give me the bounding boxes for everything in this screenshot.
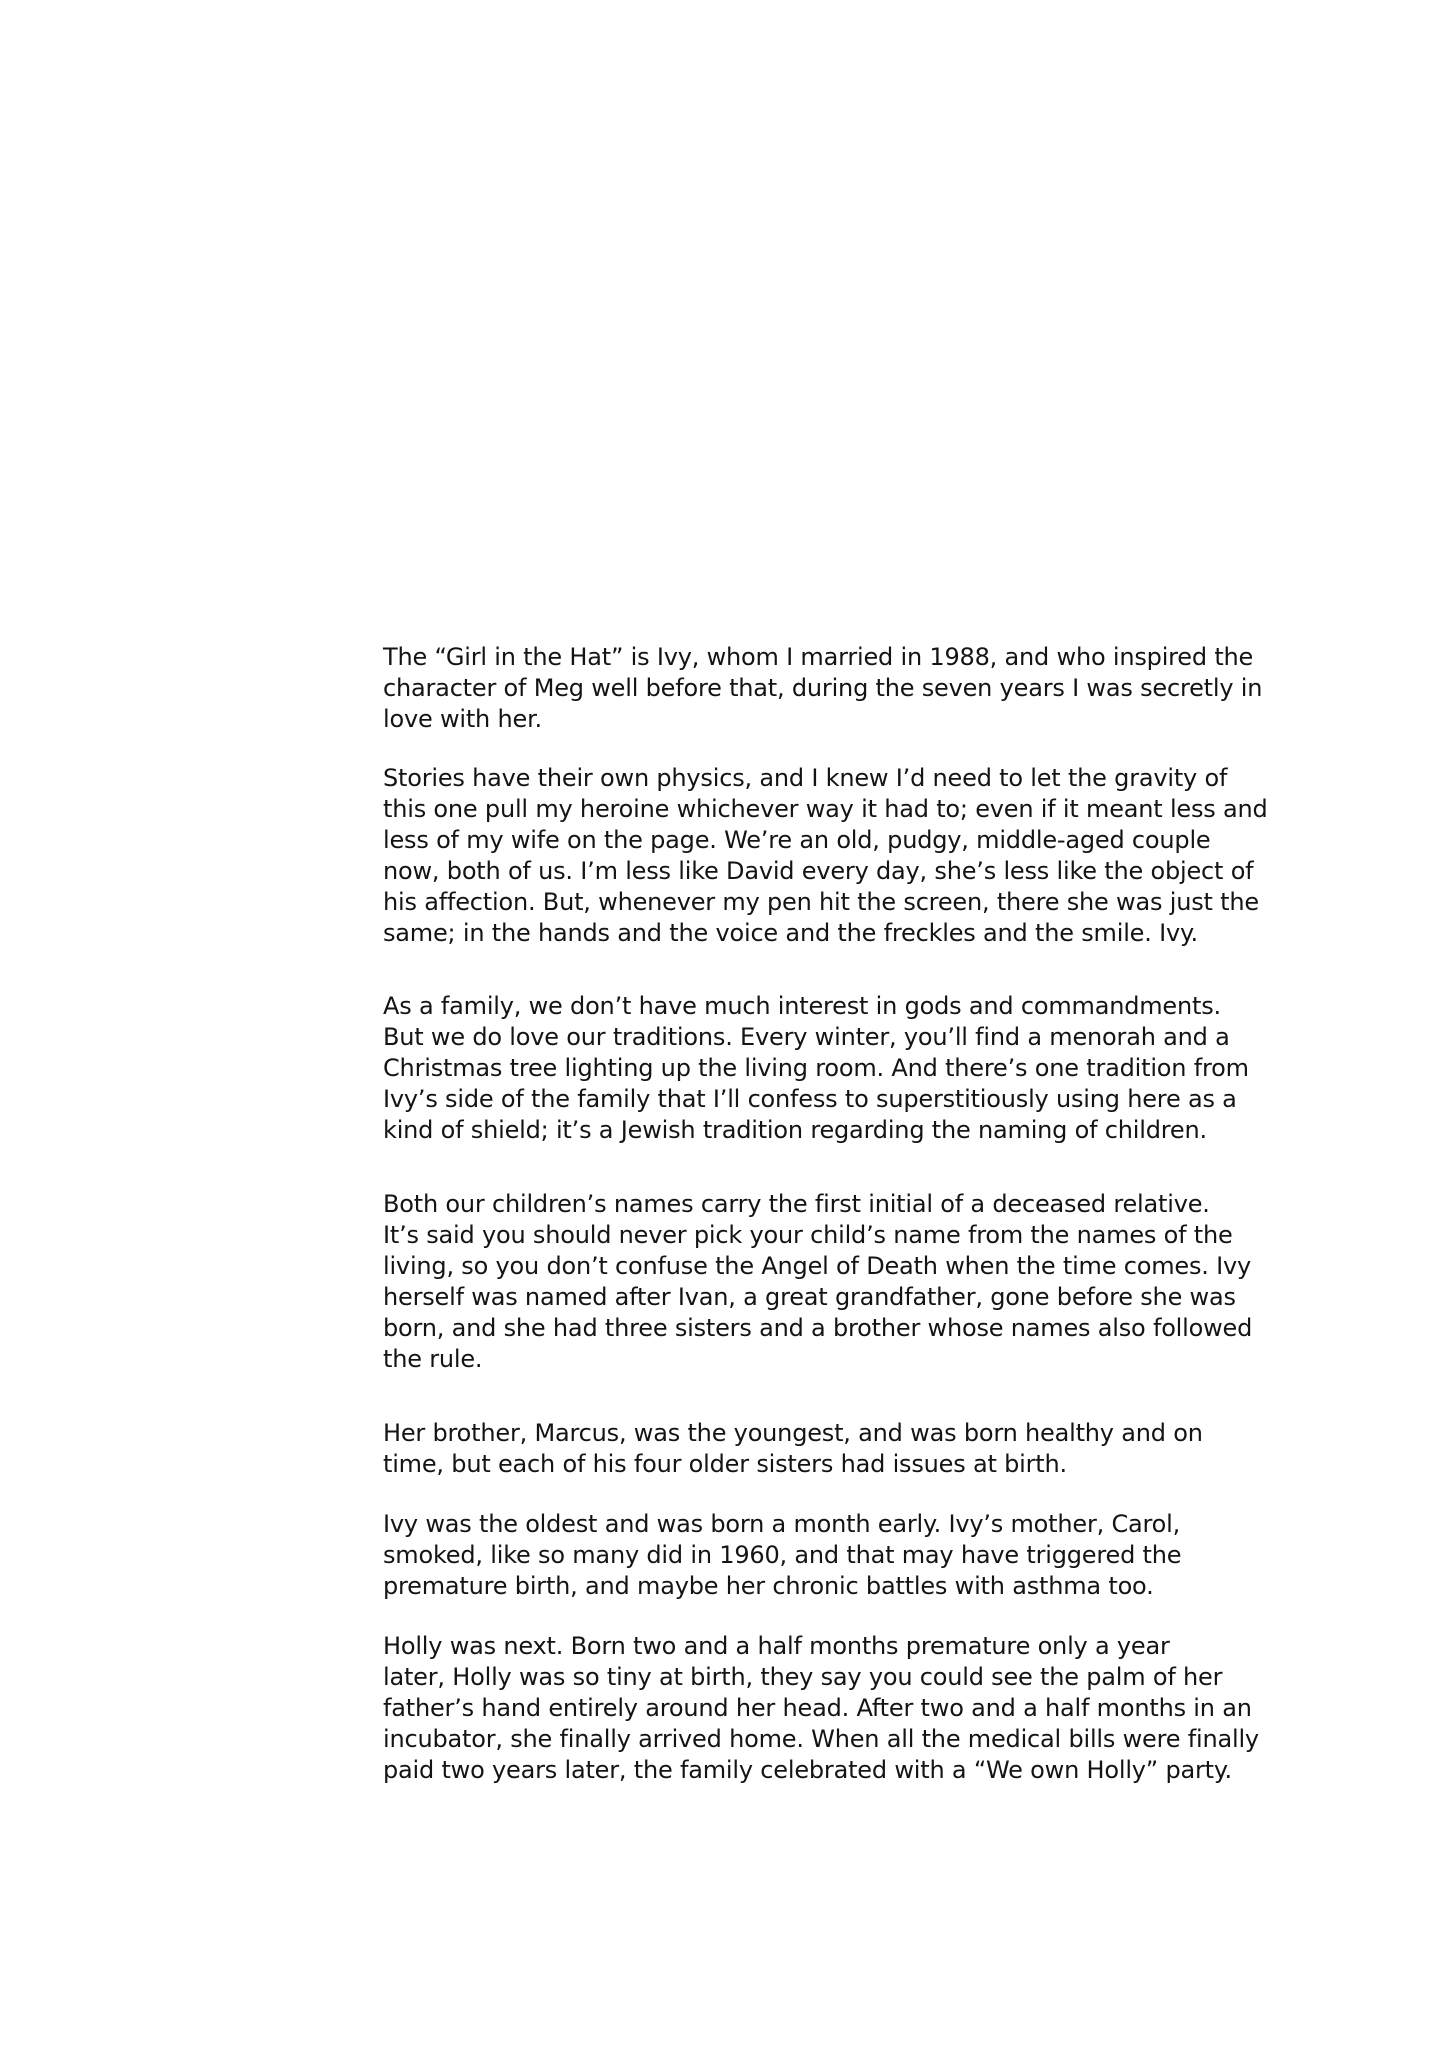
text-line: later, Holly was so tiny at birth, they say you could see the palm of her bbox=[383, 1663, 1223, 1691]
text-line: Ivy’s side of the family that I’ll confess to superstitiously using here as a bbox=[383, 1085, 1237, 1113]
text-line: kind of shield; it’s a Jewish tradition regarding the naming of children. bbox=[383, 1116, 1207, 1144]
text-line: love with her. bbox=[383, 705, 542, 733]
text-line: Stories have their own physics, and I knew I’d need to let the gravity of bbox=[383, 764, 1228, 792]
text-line: paid two years later, the family celebrated with a “We own Holly” party. bbox=[383, 1756, 1232, 1784]
text-line: father’s hand entirely around her head. After two and a half months in an bbox=[383, 1694, 1252, 1722]
paragraph-1 bbox=[383, 642, 1263, 735]
paragraph-3 bbox=[383, 991, 1263, 1146]
paragraph-6 bbox=[383, 1509, 1263, 1602]
paragraph-2 bbox=[383, 763, 1268, 949]
text-line: Holly was next. Born two and a half months premature only a year bbox=[383, 1632, 1170, 1660]
body-text bbox=[383, 642, 1268, 1786]
text-line: this one pull my heroine whichever way it had to; even if it meant less and bbox=[383, 795, 1268, 823]
text-line: Ivy was the oldest and was born a month early. Ivy’s mother, Carol, bbox=[383, 1510, 1181, 1538]
text-line: character of Meg well before that, during the seven years I was secretly in bbox=[383, 674, 1263, 702]
text-line: smoked, like so many did in 1960, and that may have triggered the bbox=[383, 1541, 1182, 1569]
text-line: But we do love our traditions. Every winter, you’ll find a menorah and a bbox=[383, 1023, 1230, 1051]
text-line: Christmas tree lighting up the living room. And there’s one tradition from bbox=[383, 1054, 1249, 1082]
paragraph-4 bbox=[383, 1189, 1263, 1375]
text-line: born, and she had three sisters and a brother whose names also followed bbox=[383, 1314, 1253, 1342]
text-line: premature birth, and maybe her chronic battles with asthma too. bbox=[383, 1572, 1154, 1600]
paragraph-5 bbox=[383, 1418, 1263, 1480]
paragraph-7 bbox=[383, 1631, 1263, 1786]
text-line: less of my wife on the page. We’re an old, pudgy, middle-aged couple bbox=[383, 826, 1211, 854]
text-line: Her brother, Marcus, was the youngest, and was born healthy and on bbox=[383, 1419, 1203, 1447]
text-line: The “Girl in the Hat” is Ivy, whom I married in 1988, and who inspired the bbox=[383, 643, 1254, 671]
text-line: It’s said you should never pick your child’s name from the names of the bbox=[383, 1221, 1233, 1249]
text-line: As a family, we don’t have much interest in gods and commandments. bbox=[383, 992, 1221, 1020]
text-line: herself was named after Ivan, a great grandfather, gone before she was bbox=[383, 1283, 1236, 1311]
text-line: Both our children’s names carry the first initial of a deceased relative. bbox=[383, 1190, 1210, 1218]
text-line: now, both of us. I’m less like David every day, she’s less like the object of bbox=[383, 857, 1254, 885]
text-line: the rule. bbox=[383, 1345, 483, 1373]
text-line: same; in the hands and the voice and the freckles and the smile. Ivy. bbox=[383, 919, 1198, 947]
text-line: his affection. But, whenever my pen hit the screen, there she was just the bbox=[383, 888, 1259, 916]
text-line: time, but each of his four older sisters had issues at birth. bbox=[383, 1450, 1067, 1478]
text-line: incubator, she finally arrived home. When all the medical bills were finally bbox=[383, 1725, 1259, 1753]
text-line: living, so you don’t confuse the Angel of Death when the time comes. Ivy bbox=[383, 1252, 1251, 1280]
